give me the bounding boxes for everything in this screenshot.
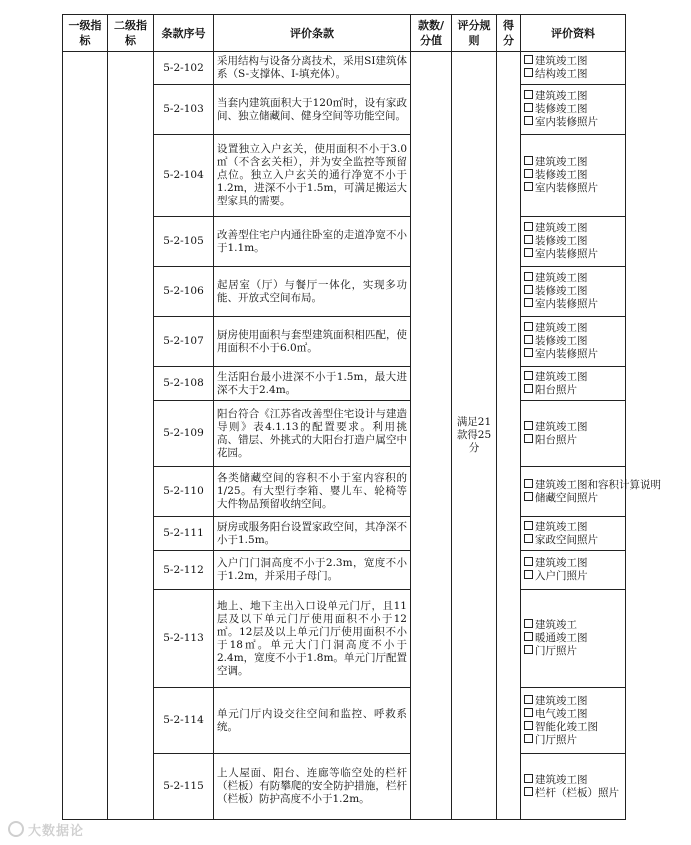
doc-item bbox=[524, 156, 622, 169]
checkbox-icon bbox=[524, 103, 533, 112]
doc-label: 结构竣工图 bbox=[535, 68, 588, 80]
doc-item bbox=[524, 90, 622, 103]
clause-code: 5-2-108 bbox=[154, 367, 214, 401]
checkbox-icon bbox=[524, 285, 533, 294]
checkbox-icon bbox=[524, 322, 533, 331]
checkbox-icon bbox=[524, 708, 533, 717]
checkbox-icon bbox=[524, 182, 533, 191]
doc-item bbox=[524, 384, 622, 397]
doc-item bbox=[524, 492, 622, 505]
doc-label: 入户门照片 bbox=[535, 570, 588, 582]
header-rule: 评分规则 bbox=[452, 15, 497, 52]
doc-item bbox=[524, 708, 622, 721]
doc-label: 装修竣工图 bbox=[535, 335, 588, 347]
checkbox-icon bbox=[524, 298, 533, 307]
doc-label: 阳台照片 bbox=[535, 433, 577, 446]
checkbox-icon bbox=[524, 222, 533, 231]
level2-cell bbox=[108, 52, 154, 820]
evidence-docs bbox=[521, 590, 626, 688]
checkbox-icon bbox=[524, 521, 533, 530]
evidence-docs bbox=[521, 688, 626, 754]
clause-code: 5-2-111 bbox=[154, 517, 214, 551]
clause-text: 改善型住宅户内通往卧室的走道净宽不小于1.1m。 bbox=[214, 217, 411, 267]
clause-code: 5-2-110 bbox=[154, 467, 214, 517]
checkbox-icon bbox=[524, 787, 533, 796]
checkbox-icon bbox=[524, 384, 533, 393]
doc-label: 建筑竣工图 bbox=[535, 156, 588, 168]
doc-item bbox=[524, 695, 622, 708]
doc-label: 装修竣工图 bbox=[535, 235, 588, 247]
clause-text: 地上、地下主出入口设单元门厅，且11层及以下单元门厅使用面积不小于12㎡。12层及以上单元门厅使用面积不小于18㎡。单元大门门洞高度不小于2.4m，宽度不小于1.8m。单元门厅配置空调。 bbox=[214, 590, 411, 688]
doc-label: 装修竣工图 bbox=[535, 285, 588, 297]
checkbox-icon bbox=[524, 371, 533, 380]
clause-code: 5-2-107 bbox=[154, 317, 214, 367]
clause-text: 设置独立入户玄关，使用面积不小于3.0㎡（不含玄关柜），并为安全监控等预留点位。独立入户玄关的通行净宽不小于1.2m，进深不小于1.5m，可满足搬运大型家具的需要。 bbox=[214, 135, 411, 217]
doc-label: 室内装修照片 bbox=[535, 298, 598, 310]
evaluation-table bbox=[62, 14, 661, 820]
doc-item bbox=[524, 103, 622, 116]
doc-item bbox=[524, 478, 661, 492]
doc-item bbox=[524, 322, 622, 335]
evidence-docs bbox=[521, 467, 661, 517]
header-level2: 二级指标 bbox=[108, 15, 154, 52]
doc-item bbox=[524, 774, 622, 787]
doc-item bbox=[524, 68, 622, 81]
clause-code: 5-2-113 bbox=[154, 590, 214, 688]
doc-label: 装修竣工图 bbox=[535, 169, 588, 181]
score-cell bbox=[411, 52, 452, 820]
doc-item bbox=[524, 570, 622, 583]
doc-item bbox=[524, 787, 622, 800]
doc-label: 建筑竣工图 bbox=[535, 694, 588, 707]
doc-label: 智能化竣工图 bbox=[535, 720, 598, 733]
clause-code: 5-2-103 bbox=[154, 85, 214, 135]
checkbox-icon bbox=[524, 734, 533, 743]
doc-item bbox=[524, 645, 622, 658]
doc-item bbox=[524, 298, 622, 311]
evidence-docs bbox=[521, 754, 626, 820]
clause-text: 各类储藏空间的容积不小于室内容积的1/25。有大型行李箱、婴儿车、轮椅等大件物品预留收纳空间。 bbox=[214, 467, 411, 517]
doc-label: 建筑竣工图 bbox=[535, 520, 588, 533]
checkbox-icon bbox=[524, 348, 533, 357]
checkbox-icon bbox=[524, 434, 533, 443]
header-got: 得分 bbox=[497, 15, 521, 52]
checkbox-icon bbox=[524, 68, 533, 77]
doc-item bbox=[524, 116, 622, 129]
doc-item bbox=[524, 619, 622, 632]
doc-label: 建筑竣工图 bbox=[535, 90, 588, 102]
checkbox-icon bbox=[524, 534, 533, 543]
checkbox-icon bbox=[524, 55, 533, 64]
evidence-docs bbox=[521, 517, 626, 551]
doc-label: 阳台照片 bbox=[535, 383, 577, 396]
doc-item bbox=[524, 434, 622, 447]
doc-label: 建筑竣工图 bbox=[535, 557, 588, 569]
doc-label: 装修竣工图 bbox=[535, 103, 588, 115]
clause-text: 生活阳台最小进深不小于1.5m，最大进深不大于2.4m。 bbox=[214, 367, 411, 401]
level1-cell bbox=[63, 52, 108, 820]
doc-label: 室内装修照片 bbox=[535, 248, 598, 260]
table-body bbox=[63, 52, 661, 820]
header-row bbox=[63, 15, 626, 52]
doc-item bbox=[524, 557, 622, 570]
doc-label: 暖通竣工图 bbox=[535, 632, 588, 644]
table-row bbox=[63, 52, 626, 85]
clause-text: 入户门门洞高度不小于2.3m，宽度不小于1.2m，并采用子母门。 bbox=[214, 551, 411, 590]
doc-label: 建筑竣工图 bbox=[535, 420, 588, 433]
clause-code: 5-2-112 bbox=[154, 551, 214, 590]
clause-text: 起居室（厅）与餐厅一体化，实现多功能、开放式空间布局。 bbox=[214, 267, 411, 317]
checkbox-icon bbox=[524, 557, 533, 566]
clause-text: 当套内建筑面积大于120㎡时，设有家政间、独立储藏间、健身空间等功能空间。 bbox=[214, 85, 411, 135]
watermark-logo-icon bbox=[8, 821, 24, 837]
doc-label: 建筑竣工图 bbox=[535, 55, 588, 67]
doc-item bbox=[524, 248, 622, 261]
checkbox-icon bbox=[524, 248, 533, 257]
doc-item bbox=[524, 169, 622, 182]
header-criteria: 评价条款 bbox=[214, 15, 411, 52]
doc-label: 建筑竣工图 bbox=[535, 773, 588, 786]
doc-label: 栏杆（栏板）照片 bbox=[535, 786, 619, 799]
checkbox-icon bbox=[524, 721, 533, 730]
clause-text: 厨房使用面积与套型建筑面积相匹配，使用面积不小于6.0㎡。 bbox=[214, 317, 411, 367]
header-score: 款数/分值 bbox=[411, 15, 452, 52]
doc-item bbox=[524, 182, 622, 195]
checkbox-icon bbox=[524, 619, 533, 628]
doc-item bbox=[524, 235, 622, 248]
got-score-cell bbox=[497, 52, 521, 820]
clause-code: 5-2-104 bbox=[154, 135, 214, 217]
checkbox-icon bbox=[524, 774, 533, 783]
doc-label: 建筑竣工 bbox=[535, 619, 577, 631]
clause-code: 5-2-109 bbox=[154, 401, 214, 467]
evidence-docs bbox=[521, 401, 626, 467]
doc-item bbox=[524, 521, 622, 534]
evidence-docs bbox=[521, 85, 626, 135]
scoring-rule: 满足21款得25分 bbox=[452, 52, 497, 820]
checkbox-icon bbox=[524, 90, 533, 99]
header-level1: 一级指标 bbox=[63, 15, 108, 52]
doc-label: 电气竣工图 bbox=[535, 707, 588, 720]
doc-item bbox=[524, 335, 622, 348]
checkbox-icon bbox=[524, 421, 533, 430]
evidence-docs bbox=[521, 551, 626, 590]
doc-item bbox=[524, 632, 622, 645]
checkbox-icon bbox=[524, 492, 533, 501]
evidence-docs bbox=[521, 367, 626, 401]
doc-item bbox=[524, 285, 622, 298]
clause-code: 5-2-114 bbox=[154, 688, 214, 754]
evidence-docs bbox=[521, 217, 626, 267]
watermark-text: 大数据论 bbox=[28, 824, 85, 839]
checkbox-icon bbox=[524, 156, 533, 165]
doc-item bbox=[524, 734, 622, 747]
evidence-docs bbox=[521, 52, 626, 85]
checkbox-icon bbox=[524, 235, 533, 244]
doc-label: 建筑竣工图 bbox=[535, 322, 588, 334]
doc-label: 门厅照片 bbox=[535, 733, 577, 746]
checkbox-icon bbox=[524, 695, 533, 704]
evidence-docs bbox=[521, 267, 626, 317]
checkbox-icon bbox=[524, 116, 533, 125]
doc-label: 建筑竣工图 bbox=[535, 272, 588, 284]
clause-text: 采用结构与设备分离技术，采用SI建筑体系（S-支撑体、I-填充体）。 bbox=[214, 52, 411, 85]
clause-code: 5-2-102 bbox=[154, 52, 214, 85]
doc-label: 门厅照片 bbox=[535, 645, 577, 657]
evidence-docs bbox=[521, 317, 626, 367]
clause-text: 单元门厅内设交往空间和监控、呼救系统。 bbox=[214, 688, 411, 754]
header-code: 条款序号 bbox=[154, 15, 214, 52]
watermark bbox=[8, 820, 84, 839]
doc-item bbox=[524, 348, 622, 361]
checkbox-icon bbox=[524, 632, 533, 641]
checkbox-icon bbox=[524, 272, 533, 281]
doc-item bbox=[524, 222, 622, 235]
doc-label: 室内装修照片 bbox=[535, 116, 598, 128]
checkbox-icon bbox=[524, 335, 533, 344]
checkbox-icon bbox=[524, 570, 533, 579]
checkbox-icon bbox=[524, 645, 533, 654]
clause-code: 5-2-106 bbox=[154, 267, 214, 317]
doc-label: 室内装修照片 bbox=[535, 348, 598, 360]
doc-item bbox=[524, 534, 622, 547]
doc-label: 建筑竣工图和容积计算说明 bbox=[535, 478, 661, 491]
clause-text: 上人屋面、阳台、连廊等临空处的栏杆（栏板）有防攀爬的安全防护措施，栏杆（栏板）防护高度不小于1.2m。 bbox=[214, 754, 411, 820]
doc-label: 建筑竣工图 bbox=[535, 370, 588, 383]
doc-label: 家政空间照片 bbox=[535, 533, 598, 546]
doc-item bbox=[524, 272, 622, 285]
checkbox-icon bbox=[524, 479, 533, 488]
clause-text: 厨房或服务阳台设置家政空间，其净深不小于1.5m。 bbox=[214, 517, 411, 551]
doc-item bbox=[524, 421, 622, 434]
doc-item bbox=[524, 721, 622, 734]
evidence-docs bbox=[521, 135, 626, 217]
doc-item bbox=[524, 55, 622, 68]
header-docs: 评价资料 bbox=[521, 15, 626, 52]
doc-label: 储藏空间照片 bbox=[535, 491, 598, 504]
clause-code: 5-2-105 bbox=[154, 217, 214, 267]
doc-label: 室内装修照片 bbox=[535, 182, 598, 194]
checkbox-icon bbox=[524, 169, 533, 178]
clause-code: 5-2-115 bbox=[154, 754, 214, 820]
doc-label: 建筑竣工图 bbox=[535, 222, 588, 234]
doc-item bbox=[524, 371, 622, 384]
clause-text: 阳台符合《江苏省改善型住宅设计与建造导则》表4.1.13的配置要求。利用挑高、错层、外挑式的大阳台打造户属空中花园。 bbox=[214, 401, 411, 467]
